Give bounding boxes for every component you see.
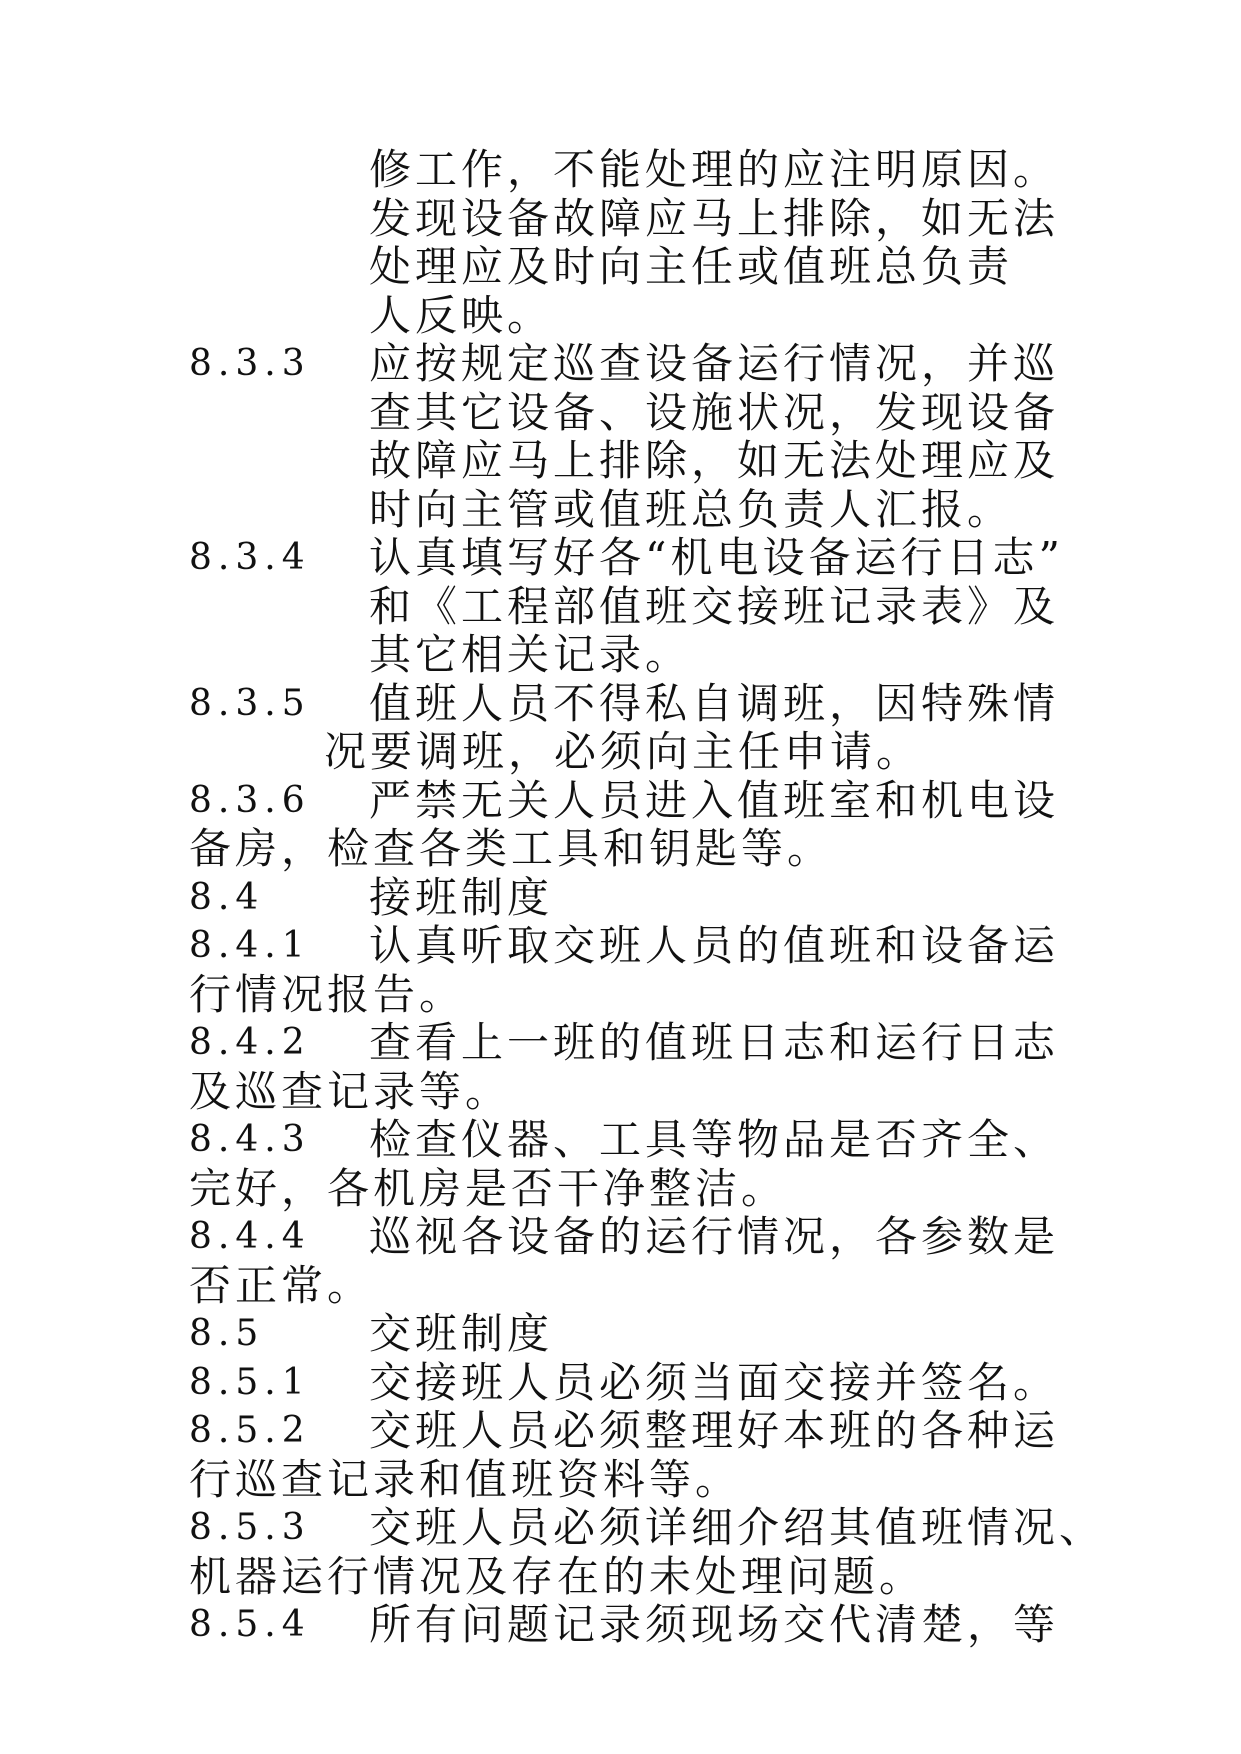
document-line <box>189 631 1069 680</box>
clause-text: 巡视各设备的运行情况，各参数是 <box>369 1212 1060 1261</box>
document-line <box>189 195 1069 244</box>
document-line <box>189 1213 1069 1262</box>
document-line <box>189 971 1069 1020</box>
document-line <box>189 1116 1069 1165</box>
document-line <box>189 1019 1069 1068</box>
clause-text: 其它相关记录。 <box>369 630 692 679</box>
clause-text: 行情况报告。 <box>189 969 466 1019</box>
document-line <box>189 1359 1069 1408</box>
document-line <box>189 1601 1069 1650</box>
document-line <box>189 922 1069 971</box>
clause-text: 人反映。 <box>369 290 554 340</box>
clause-text: 和《工程部值班交接班记录表》及 <box>369 581 1060 631</box>
clause-number: 8.5 <box>189 1313 265 1354</box>
clause-text: 严禁无关人员进入值班室和机电设 <box>369 775 1060 825</box>
clause-text: 认真填写好各“机电设备运行日志” <box>369 533 1064 582</box>
clause-text: 否正常。 <box>189 1260 374 1310</box>
clause-text: 修工作，不能处理的应注明原因。 <box>369 145 1060 194</box>
document-body <box>189 145 1106 1650</box>
document-line <box>189 1310 1069 1359</box>
document-line <box>189 583 1069 632</box>
clause-text: 行巡查记录和值班资料等。 <box>189 1454 742 1504</box>
document-line <box>189 1165 1069 1214</box>
clause-text: 交班人员必须详细介绍其值班情况、 <box>369 1503 1106 1552</box>
clause-number: 8.4.3 <box>189 1119 311 1160</box>
document-line <box>189 1503 1106 1553</box>
clause-text: 认真听取交班人员的值班和设备运 <box>369 921 1060 970</box>
document-line <box>189 728 1069 777</box>
document-line <box>189 1262 1069 1311</box>
document-line <box>189 1068 1069 1117</box>
document-line <box>189 680 1069 729</box>
document-line <box>189 534 1069 583</box>
document-line <box>189 340 1069 389</box>
clause-text: 处理应及时向主任或值班总负责 <box>369 242 1014 291</box>
clause-number: 8.3.6 <box>189 779 311 821</box>
document-line <box>189 146 1069 195</box>
clause-text: 查其它设备、设施状况，发现设备 <box>369 387 1060 437</box>
document-line <box>189 1456 1069 1505</box>
clause-text: 检查仪器、工具等物品是否齐全、 <box>369 1115 1060 1164</box>
clause-text: 应按规定巡查设备运行情况，并巡 <box>369 339 1060 388</box>
clause-text: 交接班人员必须当面交接并签名。 <box>369 1357 1060 1407</box>
document-line <box>189 1407 1069 1456</box>
clause-text: 值班人员不得私自调班，因特殊情 <box>369 678 1060 728</box>
document-line <box>189 777 1069 826</box>
clause-text: 所有问题记录须现场交代清楚，等 <box>369 1600 1060 1649</box>
clause-number: 8.4 <box>189 876 265 918</box>
clause-text: 完好，各机房是否干净整洁。 <box>189 1163 788 1213</box>
clause-number: 8.5.1 <box>189 1361 311 1403</box>
document-line <box>189 243 1069 292</box>
document-line <box>189 874 1069 923</box>
clause-text: 及巡查记录等。 <box>189 1066 512 1116</box>
document-line <box>189 486 1069 535</box>
clause-text: 况要调班，必须向主任申请。 <box>324 727 923 776</box>
clause-number: 8.5.4 <box>189 1604 311 1645</box>
clause-number: 8.4.2 <box>189 1022 311 1063</box>
document-line <box>189 437 1069 486</box>
clause-number: 8.3.5 <box>189 682 311 724</box>
clause-number: 8.4.1 <box>189 925 311 966</box>
document-line <box>189 389 1069 438</box>
clause-text: 接班制度 <box>369 872 554 922</box>
document-line <box>189 292 1069 341</box>
clause-number: 8.3.4 <box>189 537 311 578</box>
clause-text: 交班人员必须整理好本班的各种运 <box>369 1406 1060 1455</box>
clause-number: 8.5.2 <box>189 1410 311 1451</box>
clause-text: 备房，检查各类工具和钥匙等。 <box>189 824 834 873</box>
clause-number: 8.3.3 <box>189 343 311 384</box>
clause-text: 查看上一班的值班日志和运行日志 <box>369 1018 1060 1067</box>
document-line <box>189 1553 1069 1602</box>
clause-text: 机器运行情况及存在的未处理问题。 <box>189 1551 926 1601</box>
clause-number: 8.5.3 <box>189 1507 311 1548</box>
clause-text: 时向主管或值班总负责人汇报。 <box>369 484 1014 534</box>
clause-number: 8.4.4 <box>189 1216 311 1257</box>
clause-text: 故障应马上排除，如无法处理应及 <box>369 436 1060 485</box>
clause-text: 发现设备故障应马上排除，如无法 <box>369 193 1060 243</box>
clause-text: 交班制度 <box>369 1309 554 1358</box>
document-line <box>189 825 1069 874</box>
